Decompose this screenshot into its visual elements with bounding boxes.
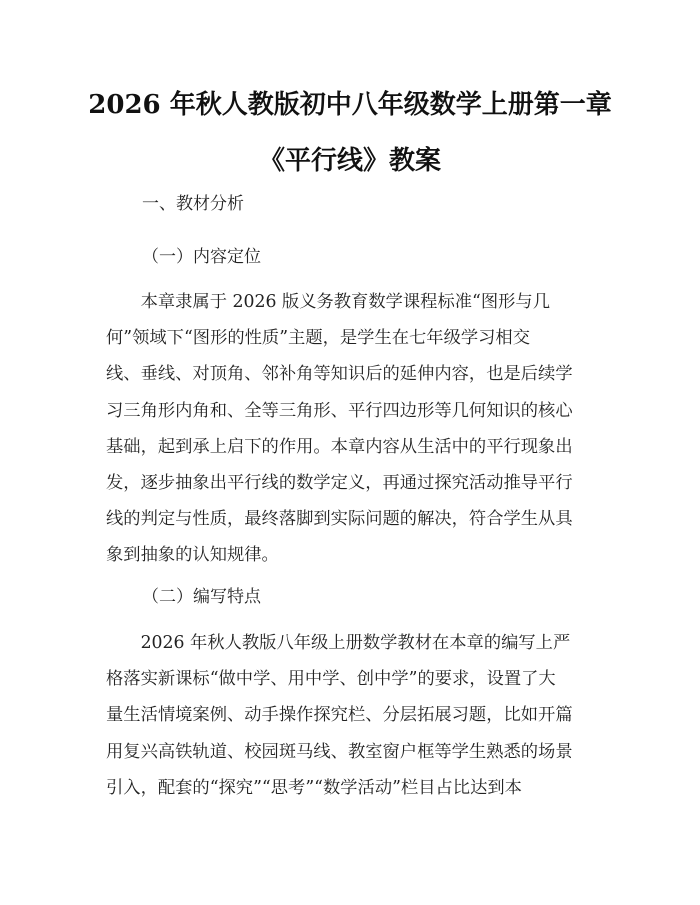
paragraph-line: 2026 年秋人教版八年级上册数学教材在本章的编写上严 [106,633,571,653]
subsection-heading-content-positioning: （一）内容定位 [142,247,261,267]
paragraph-line: 发，逐步抽象出平行线的数学定义，再通过探究活动推导平行 [106,472,573,493]
paragraph-line: 线、垂线、对顶角、邻补角等知识后的延伸内容，也是后续学 [106,364,573,385]
paragraph-line: 何”领域下“图形的性质”主题，是学生在七年级学习相交 [106,328,530,349]
paragraph-line: 习三角形内角和、全等三角形、平行四边形等几何知识的核心 [106,400,573,421]
paragraph-line: 象到抽象的认知规律。 [106,545,279,566]
paragraph-line: 用复兴高铁轨道、校园斑马线、教室窗户框等学生熟悉的场景 [106,741,573,762]
section-heading-teaching-material-analysis: 一、教材分析 [142,194,244,214]
paragraph-line: 格落实新课标“做中学、用中学、创中学”的要求，设置了大 [106,669,556,690]
paragraph-writing-features [106,625,606,806]
paragraph-line: 引入，配套的“探究”“思考”“数学活动”栏目占比达到本 [106,777,522,798]
paragraph-content-positioning [106,284,606,574]
document-title-line-2: 《平行线》教案 [258,146,441,176]
paragraph-line: 本章隶属于 2026 版义务教育数学课程标准“图形与几 [106,292,550,312]
subsection-heading-writing-features: （二）编写特点 [142,587,261,607]
paragraph-line: 基础，起到承上启下的作用。本章内容从生活中的平行现象出 [106,436,573,457]
paragraph-line: 线的判定与性质，最终落脚到实际问题的解决，符合学生从具 [106,509,573,530]
document-title-line-1: 2026 年秋人教版初中八年级数学上册第一章 [88,90,612,120]
paragraph-line: 量生活情境案例、动手操作探究栏、分层拓展习题，比如开篇 [106,705,573,726]
